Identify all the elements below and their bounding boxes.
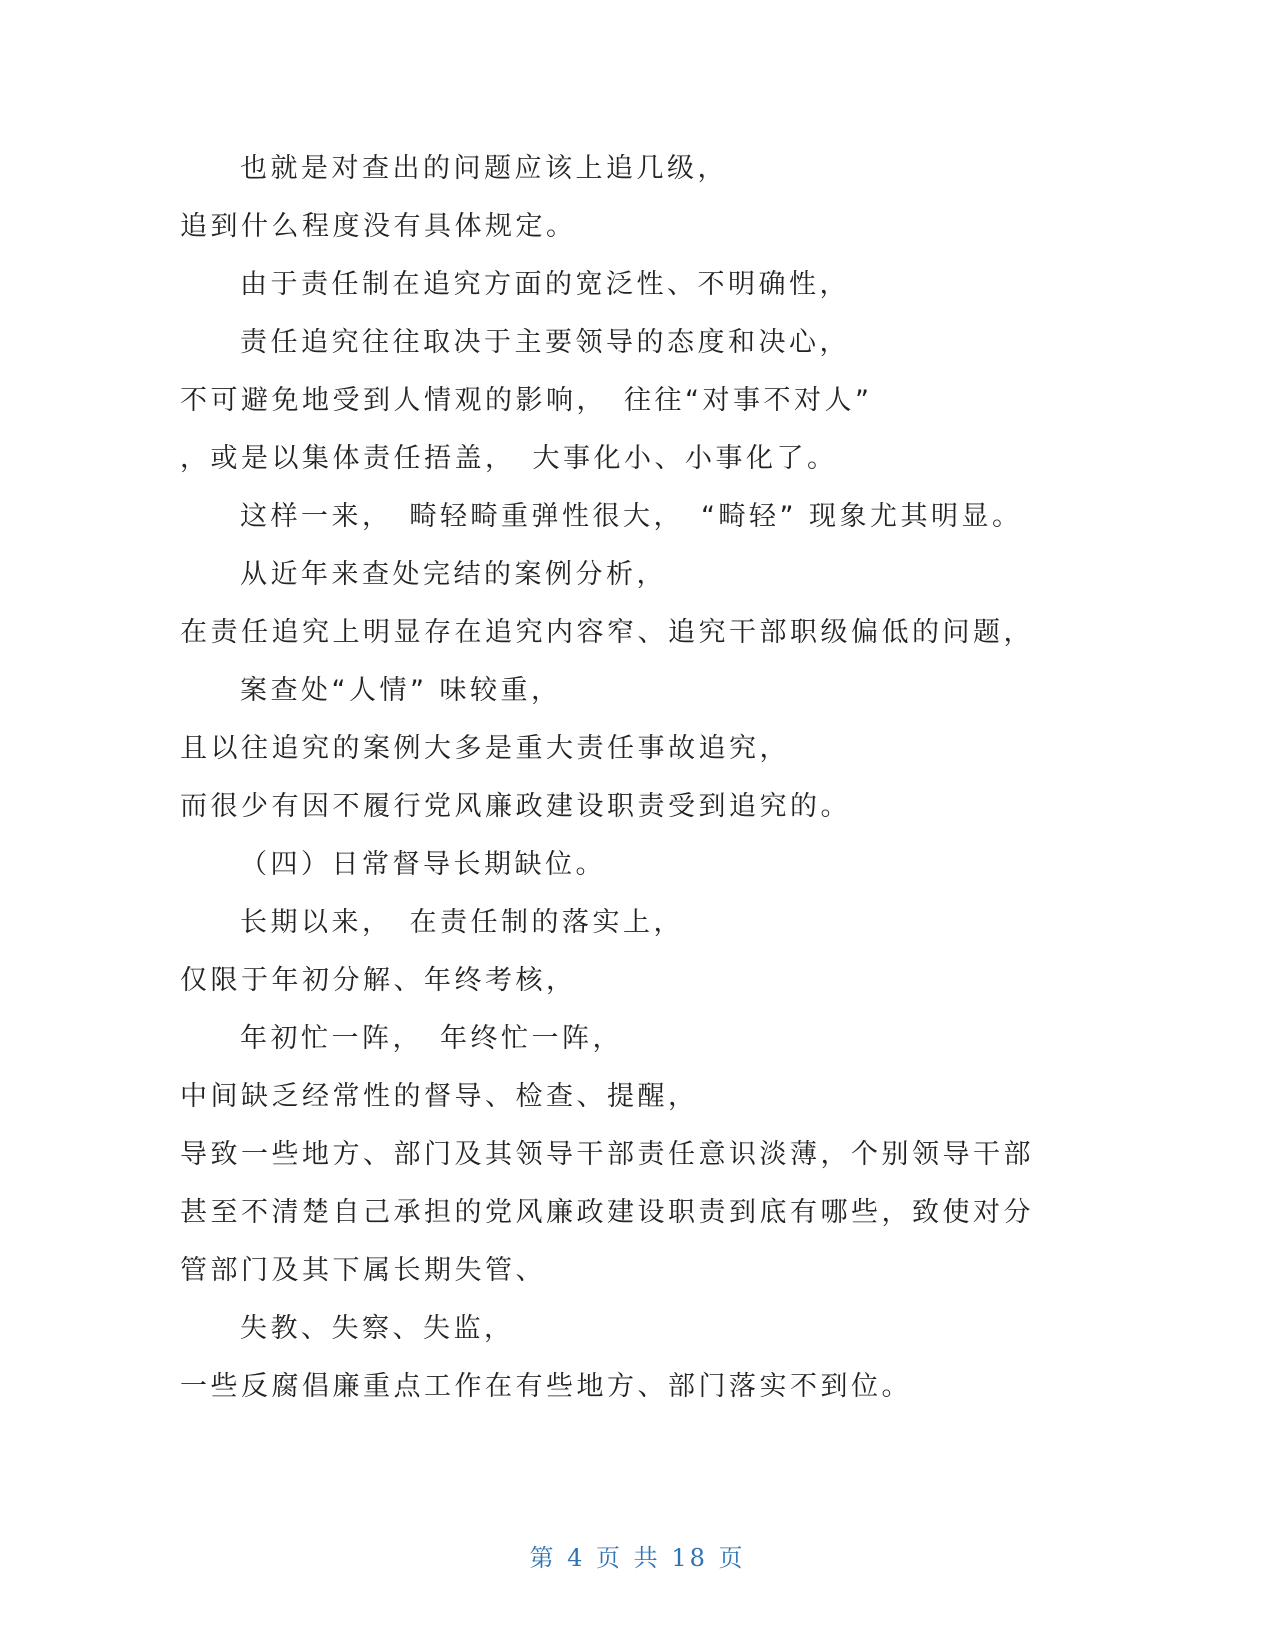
text-line: 甚至不清楚自己承担的党风廉政建设职责到底有哪些，致使对分 — [180, 1197, 1034, 1228]
current-page-number: 4 — [567, 1544, 586, 1572]
text-line: 这样一来， 畸轻畸重弹性很大， “畸轻” 现象尤其明显。 — [240, 501, 1023, 532]
text-line: 从近年来查处完结的案例分析， — [240, 559, 667, 590]
text-line: 中间缺乏经常性的督导、检查、提醒， — [180, 1081, 699, 1112]
text-line: 仅限于年初分解、年终考核， — [180, 965, 577, 996]
total-page-count: 18 — [671, 1544, 708, 1572]
text-line: 责任追究往往取决于主要领导的态度和决心， — [240, 327, 850, 358]
footer-suffix: 页 — [718, 1544, 746, 1572]
text-line: 长期以来， 在责任制的落实上， — [240, 907, 684, 938]
text-line: 在责任追究上明显存在追究内容窄、追究干部职级偏低的问题， — [180, 617, 1034, 648]
text-line: 一些反腐倡廉重点工作在有些地方、部门落实不到位。 — [180, 1371, 912, 1402]
text-line: ，或是以集体责任捂盖， 大事化小、小事化了。 — [180, 443, 838, 474]
text-line: 导致一些地方、部门及其领导干部责任意识淡薄，个别领导干部 — [180, 1139, 1034, 1170]
text-line: 不可避免地受到人情观的影响， 往往“对事不对人” — [180, 385, 873, 416]
footer-middle: 页 共 — [596, 1544, 661, 1572]
text-line: 由于责任制在追究方面的宽泛性、不明确性， — [240, 269, 850, 300]
text-line: 年初忙一阵， 年终忙一阵， — [240, 1023, 623, 1054]
text-line: 管部门及其下属长期失管、 — [180, 1255, 546, 1286]
document-body — [180, 140, 1060, 1416]
page-footer — [0, 1538, 1275, 1573]
text-line: 案查处“人情” 味较重， — [240, 675, 562, 706]
text-line: 追到什么程度没有具体规定。 — [180, 211, 577, 242]
text-line: 而很少有因不履行党风廉政建设职责受到追究的。 — [180, 791, 851, 822]
text-line: 且以往追究的案例大多是重大责任事故追究， — [180, 733, 790, 764]
text-line: 也就是对查出的问题应该上追几级， — [240, 153, 728, 184]
section-heading: （四）日常督导长期缺位。 — [240, 849, 606, 880]
text-line: 失教、失察、失监， — [240, 1313, 515, 1344]
footer-prefix: 第 — [529, 1544, 557, 1572]
